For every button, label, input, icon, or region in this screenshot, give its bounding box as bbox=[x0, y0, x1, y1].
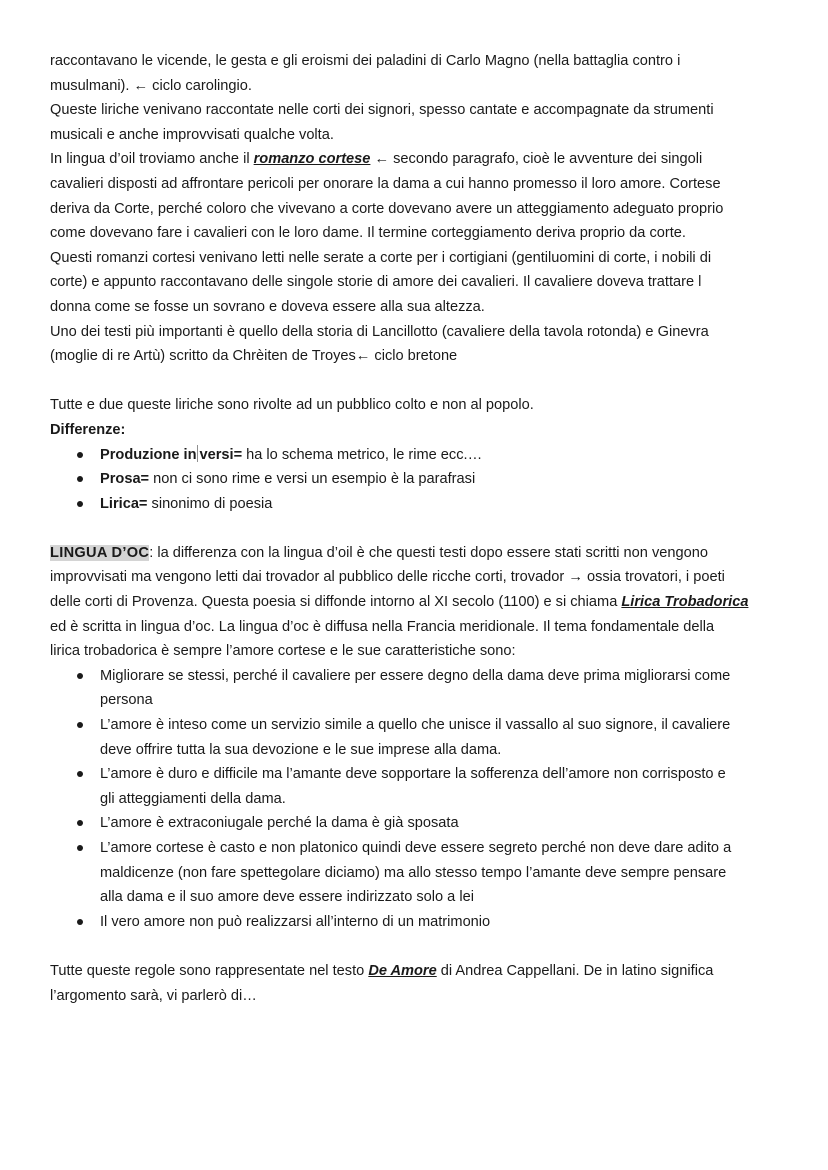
item-line: alla dama e il suo amore deve essere indirizzato solo a lei bbox=[100, 889, 474, 906]
item-line: maldicenze (non fare spettegolare diciamo) ma allo stesso tempo l’amante deve sempre pensare bbox=[100, 864, 727, 881]
text-line: come dovevano fare i cavalieri con le loro dame. Il termine corteggiamento deriva proprio da corte. bbox=[50, 225, 686, 242]
differences-heading: Differenze: bbox=[50, 421, 126, 438]
paragraph-lingua-doc bbox=[50, 541, 788, 935]
item-line: L’amore è inteso come un servizio simile a quello che unisce il vassallo al suo signore, il cavaliere bbox=[100, 717, 731, 734]
blank-line bbox=[50, 516, 788, 541]
list-item bbox=[50, 443, 788, 468]
text-line: donna come se fosse un sovrano e doveva essere alla sua altezza. bbox=[50, 298, 485, 315]
term: Produzione in bbox=[100, 446, 197, 463]
text-line bbox=[50, 590, 788, 615]
bullet-icon bbox=[77, 845, 83, 851]
emphasis-romanzo-cortese: romanzo cortese bbox=[253, 151, 371, 168]
bullet-icon bbox=[77, 722, 83, 728]
text-line: (moglie di re Artù) scritto da Chrèiten de Troyes← ciclo bretone bbox=[50, 348, 458, 365]
list-item bbox=[50, 713, 788, 762]
text-line: ed è scritta in lingua d’oc. La lingua d’oc è diffusa nella Francia meridionale. Il tema fondamentale della bbox=[50, 618, 715, 635]
item-line: Migliorare se stessi, perché il cavaliere per essere degno della dama deve prima migliorarsi come bbox=[100, 667, 731, 684]
list-item bbox=[50, 811, 788, 836]
text-segment: : la differenza con la lingua d’oil è che questi testi dopo essere stati scritti non vengono bbox=[149, 544, 708, 561]
bullet-icon bbox=[77, 452, 83, 458]
section-heading-lingua-doc: LINGUA D’OC bbox=[50, 544, 150, 561]
text-line: improvvisati ma vengono letti dai trovador al pubblico delle ricche corti, trovador → ossia trovatori, i poeti bbox=[50, 569, 725, 586]
bullet-icon bbox=[77, 771, 83, 777]
text-line: corte) e appunto raccontavano delle singole storie di amore dei cavalieri. Il cavaliere doveva trattare l bbox=[50, 274, 702, 291]
bullet-icon bbox=[77, 919, 83, 925]
text-segment: ← secondo paragrafo, cioè le avventure dei singoli bbox=[370, 151, 703, 168]
differences-list bbox=[50, 443, 788, 517]
text-line: lirica trobadorica è sempre l’amore cortese e le sue caratteristiche sono: bbox=[50, 643, 516, 660]
item-line: deve offrire tutta la sua devozione e le sue imprese alla dama. bbox=[100, 741, 502, 758]
text-line: Uno dei testi più importanti è quello della storia di Lancillotto (cavaliere della tavola rotonda) e Ginevra bbox=[50, 323, 709, 340]
list-item bbox=[50, 836, 788, 910]
text-line: Queste liriche venivano raccontate nelle corti dei signori, spesso cantate e accompagnate da strumenti bbox=[50, 102, 714, 119]
term: Prosa= bbox=[100, 471, 150, 488]
text-line: musulmani). ← ciclo carolingio. bbox=[50, 77, 252, 94]
text-segment: In lingua d’oil troviamo anche il bbox=[50, 151, 254, 168]
item-line: Il vero amore non può realizzarsi all’interno di un matrimonio bbox=[100, 913, 491, 930]
bullet-icon bbox=[77, 476, 83, 482]
item-line: L’amore è extraconiugale perché la dama è già sposata bbox=[100, 815, 459, 832]
text-segment: Tutte queste regole sono rappresentate nel testo bbox=[50, 962, 369, 979]
term: versi= bbox=[199, 446, 243, 463]
bullet-icon bbox=[77, 501, 83, 507]
text-line: cavalieri disposti ad affrontare pericoli per onorare la dama a cui hanno promesso il loro amore. Cortese bbox=[50, 175, 721, 192]
text-segment: di Andrea Cappellani. De in latino significa bbox=[436, 962, 714, 979]
blank-line bbox=[50, 369, 788, 394]
list-item bbox=[50, 762, 788, 811]
text-line: raccontavano le vicende, le gesta e gli eroismi dei paladini di Carlo Magno (nella battaglia contro i bbox=[50, 53, 681, 69]
text-segment: delle corti di Provenza. Questa poesia si diffonde intorno al XI secolo (1100) e si chiama bbox=[50, 594, 622, 611]
list-item bbox=[50, 664, 788, 713]
item-line: gli atteggiamenti della dama. bbox=[100, 790, 286, 807]
text-line: l’argomento sarà, vi parlerò di… bbox=[50, 987, 257, 1004]
list-item bbox=[50, 910, 788, 935]
blank-line bbox=[50, 934, 788, 959]
text-line: Questi romanzi cortesi venivano letti nelle serate a corte per i cortigiani (gentiluomini di corte, i nobili di bbox=[50, 249, 712, 266]
definition: non ci sono rime e versi un esempio è la parafrasi bbox=[149, 471, 476, 488]
paragraph-de-amore bbox=[50, 959, 788, 1008]
bullet-icon bbox=[77, 673, 83, 679]
list-item bbox=[50, 467, 788, 492]
paragraph-romanzo-cortese bbox=[50, 147, 788, 368]
text-line bbox=[50, 959, 788, 984]
text-line: musicali e anche improvvisati qualche volta. bbox=[50, 126, 334, 143]
text-line bbox=[50, 147, 788, 172]
definition: sinonimo di poesia bbox=[147, 495, 273, 512]
definition: ha lo schema metrico, le rime ecc.… bbox=[242, 446, 483, 463]
emphasis-de-amore: De Amore bbox=[368, 962, 437, 979]
characteristics-list bbox=[50, 664, 788, 935]
text-line: Tutte e due queste liriche sono rivolte ad un pubblico colto e non al popolo. bbox=[50, 397, 534, 414]
text-line bbox=[50, 541, 788, 566]
term: Lirica= bbox=[100, 495, 148, 512]
paragraph-differences bbox=[50, 393, 788, 516]
item-line: L’amore è duro e difficile ma l’amante deve sopportare la sofferenza dell’amore non corrisposto e bbox=[100, 766, 726, 783]
item-line: persona bbox=[100, 692, 153, 709]
paragraph-epic-lyrics bbox=[50, 49, 788, 147]
bullet-icon bbox=[77, 820, 83, 826]
text-line: deriva da Corte, perché coloro che vivevano a corte dovevano avere un atteggiamento adeguato proprio bbox=[50, 200, 724, 217]
item-line: L’amore cortese è casto e non platonico quindi deve essere segreto perché non deve dare adito a bbox=[100, 840, 732, 856]
list-item bbox=[50, 492, 788, 517]
emphasis-lirica-trobadorica: Lirica Trobadorica bbox=[621, 594, 749, 611]
